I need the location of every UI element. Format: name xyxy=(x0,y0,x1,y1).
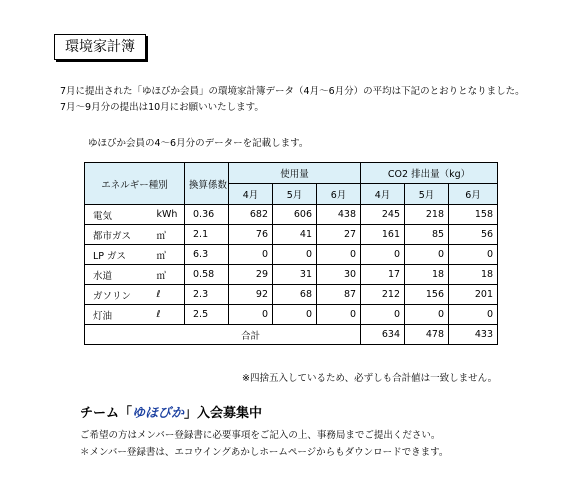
recruit-line-2: ＊メンバー登録書は、エコウイングあかしホームページからもダウンロードできます。 xyxy=(80,447,449,458)
co2-value: 18 xyxy=(449,265,498,285)
total-label: 合計 xyxy=(229,325,273,345)
header-usage-month: 5月 xyxy=(273,184,317,205)
header-factor: 換算係数 xyxy=(185,163,229,205)
usage-value: 29 xyxy=(229,265,273,285)
total-blank xyxy=(317,325,361,345)
header-co2-month: 4月 xyxy=(361,184,405,205)
usage-value: 0 xyxy=(317,305,361,325)
table-row xyxy=(85,285,498,305)
table-caption: ゆほびか会員の4～6月分のデーターを記載します。 xyxy=(88,138,309,149)
total-blank xyxy=(85,325,229,345)
recruit-brand: ゆほびか xyxy=(132,406,185,421)
header-usage-month: 4月 xyxy=(229,184,273,205)
co2-value: 0 xyxy=(361,245,405,265)
recruit-suffix: 」入会募集中 xyxy=(184,406,263,421)
total-co2-value: 634 xyxy=(361,325,405,345)
recruit-line-1: ご希望の方はメンバー登録書に必要事項をご記入の上、事務局までご提出ください。 xyxy=(80,430,441,441)
energy-name: LP ガス xyxy=(85,245,153,265)
co2-value: 18 xyxy=(405,265,449,285)
conversion-factor: 2.3 xyxy=(185,285,229,305)
co2-value: 0 xyxy=(449,305,498,325)
energy-unit: ㎥ xyxy=(153,265,185,285)
usage-value: 76 xyxy=(229,225,273,245)
header-co2-month: 5月 xyxy=(405,184,449,205)
recruit-heading xyxy=(80,402,262,421)
conversion-factor: 6.3 xyxy=(185,245,229,265)
usage-value: 68 xyxy=(273,285,317,305)
intro-line-1: 7月に提出された「ゆほびか会員」の環境家計簿データ（4月～6月分）の平均は下記のとおりとなりました。 xyxy=(60,86,525,97)
conversion-factor: 0.58 xyxy=(185,265,229,285)
co2-value: 17 xyxy=(361,265,405,285)
energy-name: 水道 xyxy=(85,265,153,285)
header-co2-month: 6月 xyxy=(449,184,498,205)
rounding-note: ※四捨五入しているため、必ずしも合計値は一致しません。 xyxy=(242,373,498,384)
usage-value: 30 xyxy=(317,265,361,285)
table-row xyxy=(85,265,498,285)
co2-value: 161 xyxy=(361,225,405,245)
page-title: 環境家計簿 xyxy=(54,34,146,60)
co2-value: 212 xyxy=(361,285,405,305)
energy-name: 電気 xyxy=(85,205,153,225)
co2-value: 245 xyxy=(361,205,405,225)
energy-name: 灯油 xyxy=(85,305,153,325)
co2-value: 85 xyxy=(405,225,449,245)
usage-value: 27 xyxy=(317,225,361,245)
usage-value: 87 xyxy=(317,285,361,305)
co2-value: 0 xyxy=(405,245,449,265)
usage-value: 606 xyxy=(273,205,317,225)
table-row xyxy=(85,225,498,245)
energy-unit: ㎥ xyxy=(153,245,185,265)
header-co2: CO2 排出量（kg） xyxy=(361,163,498,184)
energy-unit: ℓ xyxy=(153,285,185,305)
co2-value: 0 xyxy=(405,305,449,325)
header-usage: 使用量 xyxy=(229,163,361,184)
usage-value: 438 xyxy=(317,205,361,225)
co2-value: 0 xyxy=(449,245,498,265)
energy-name: 都市ガス xyxy=(85,225,153,245)
conversion-factor: 0.36 xyxy=(185,205,229,225)
co2-value: 0 xyxy=(361,305,405,325)
conversion-factor: 2.1 xyxy=(185,225,229,245)
total-row xyxy=(85,325,498,345)
usage-value: 0 xyxy=(273,305,317,325)
co2-value: 156 xyxy=(405,285,449,305)
energy-name: ガソリン xyxy=(85,285,153,305)
total-co2-value: 433 xyxy=(449,325,498,345)
energy-unit: ㎥ xyxy=(153,225,185,245)
table-row xyxy=(85,305,498,325)
table-row xyxy=(85,205,498,225)
co2-value: 218 xyxy=(405,205,449,225)
energy-unit: ℓ xyxy=(153,305,185,325)
usage-value: 31 xyxy=(273,265,317,285)
usage-value: 92 xyxy=(229,285,273,305)
header-energy-type: エネルギー種別 xyxy=(85,163,185,205)
total-blank xyxy=(273,325,317,345)
energy-unit: kWh xyxy=(153,205,185,225)
usage-value: 41 xyxy=(273,225,317,245)
usage-value: 0 xyxy=(273,245,317,265)
intro-line-2: 7月～9月分の提出は10月にお願いいたします。 xyxy=(60,102,264,113)
table-row xyxy=(85,245,498,265)
usage-value: 0 xyxy=(317,245,361,265)
usage-value: 0 xyxy=(229,305,273,325)
conversion-factor: 2.5 xyxy=(185,305,229,325)
header-usage-month: 6月 xyxy=(317,184,361,205)
usage-value: 682 xyxy=(229,205,273,225)
co2-value: 158 xyxy=(449,205,498,225)
recruit-prefix: チーム「 xyxy=(80,406,133,421)
co2-value: 56 xyxy=(449,225,498,245)
eco-household-table xyxy=(84,162,498,345)
usage-value: 0 xyxy=(229,245,273,265)
total-co2-value: 478 xyxy=(405,325,449,345)
co2-value: 201 xyxy=(449,285,498,305)
